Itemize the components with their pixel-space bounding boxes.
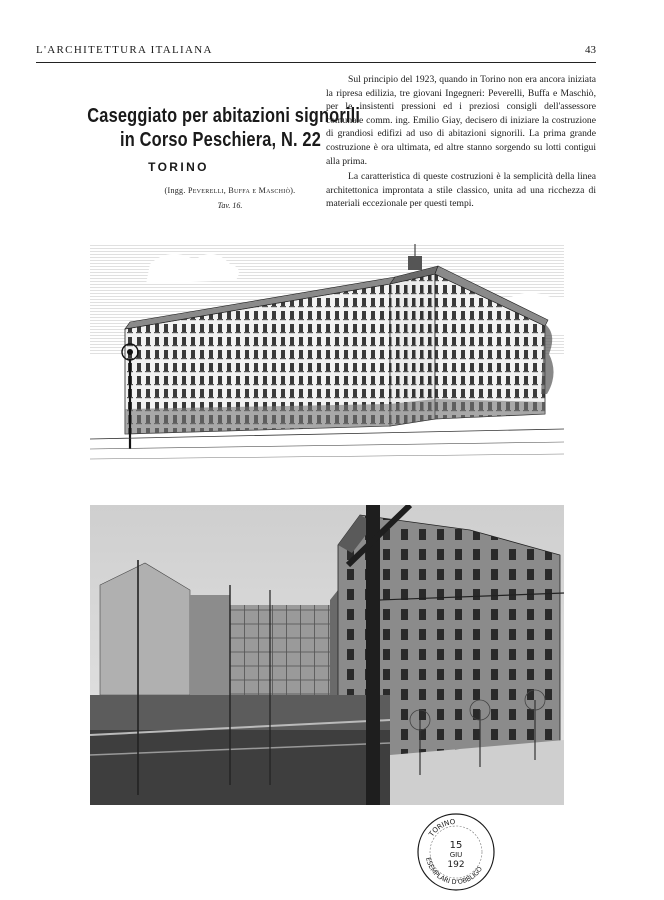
page-number: 43 xyxy=(585,44,596,56)
building-drawing xyxy=(90,244,564,466)
article-body xyxy=(326,73,596,211)
stamp-top-text xyxy=(427,818,456,839)
postal-stamp xyxy=(414,810,498,894)
stamp-bottom-path: ESEMPLARI D'OBBLIGO xyxy=(424,856,485,887)
postal-stamp-image xyxy=(414,810,498,894)
construction-photo-image xyxy=(90,505,564,805)
stamp-year: 192 xyxy=(447,860,465,870)
city-name: TORINO xyxy=(148,160,209,174)
engineers-close: ). xyxy=(290,186,296,195)
running-header xyxy=(36,42,596,63)
title-line-2: in Corso Peschiera, N. 22 xyxy=(120,129,321,151)
article-title xyxy=(36,104,361,152)
engineers-credit xyxy=(120,186,340,195)
stamp-top-path: TORINO xyxy=(427,817,456,839)
title-line-1: Caseggiato per abitazioni signorili xyxy=(87,105,361,127)
journal-title: L'ARCHITETTURA ITALIANA xyxy=(36,44,213,56)
paragraph-2: La caratteristica di queste costruzioni è la semplicità della linea architettonica improntata a stile classico, unita ad una ricchezza di materiali eccezionale per questi tempi. xyxy=(326,171,596,210)
engineers-names: Peverelli, Buffa e Maschiò xyxy=(187,186,291,195)
plate-reference: Tav. 16. xyxy=(217,201,243,210)
building-drawing-image xyxy=(90,244,564,466)
construction-photo xyxy=(90,505,564,805)
paragraph-1: Sul principio del 1923, quando in Torino non era ancora iniziata la ripresa edilizia, tre giovani Ingegneri: Peverelli, Buffa e Maschiò, per le insistenti pressioni ed i preziosi consigli dell'assessore comunale comm. ing. Emilio Giay, decisero di iniziare la costruzione di grandiosi edifizi ad uso di abitazioni signorili. La prima grande costruzione è ora ultimata, ed altre stanno sorgendo su lotti contigui alla prima. xyxy=(326,74,596,167)
engineers-open: (Ingg. xyxy=(164,186,188,195)
stamp-month: GIU xyxy=(449,851,463,859)
stamp-day: 15 xyxy=(449,840,463,851)
